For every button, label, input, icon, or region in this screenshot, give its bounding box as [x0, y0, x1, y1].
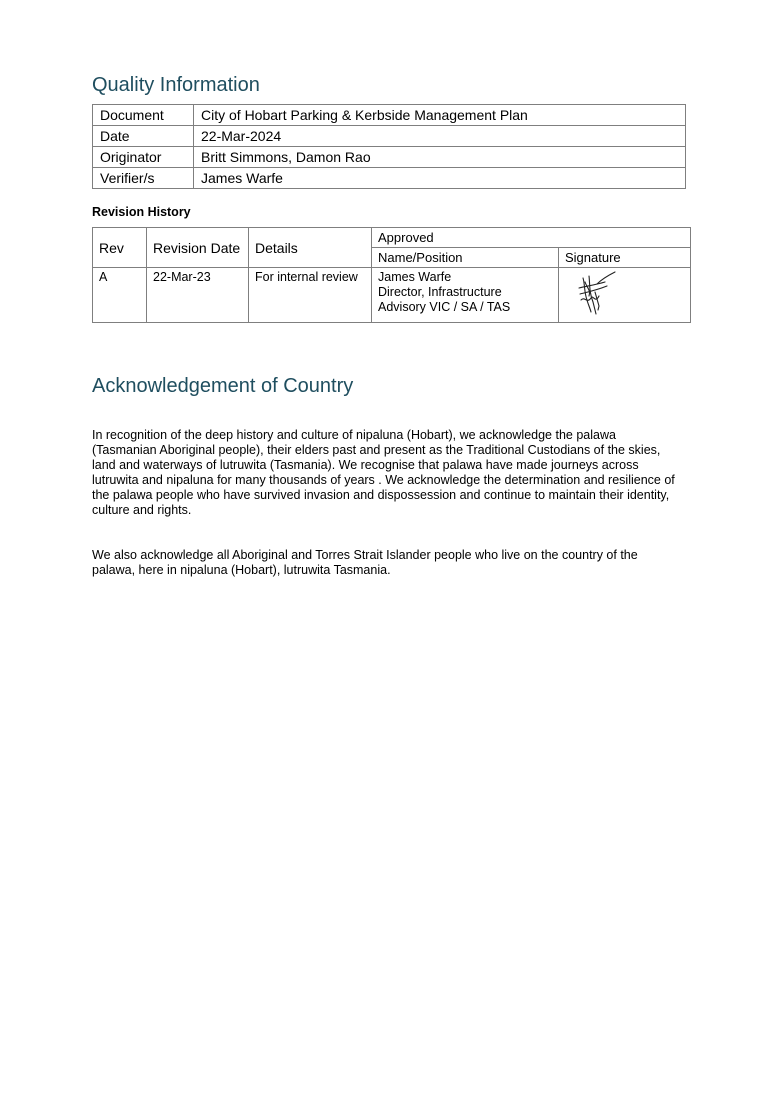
acknowledgement-paragraph: We also acknowledge all Aboriginal and Torres Strait Islander people who live on the country of the palawa, here in nipaluna (Hobart), lutruwita Tasmania. [92, 548, 638, 577]
table-row [93, 268, 691, 323]
originator-value: Britt Simmons, Damon Rao [194, 147, 686, 168]
quality-information-heading: Quality Information [92, 74, 260, 96]
rev-header: Rev [93, 228, 147, 268]
details-cell: For internal review [249, 268, 372, 323]
revision-date-header: Revision Date [147, 228, 249, 268]
signature-header: Signature [559, 248, 691, 268]
signature-image [575, 270, 619, 316]
acknowledgement-paragraph: In recognition of the deep history and culture of nipaluna (Hobart), we acknowledge the palawa (Tasmanian Aboriginal people), their elders past and present as the Traditional Custodians of the skies, land and waterways of lutruwita (Tasmania). We recognise that palawa have made journeys across lutruwita and nipaluna for many thousands of years . We acknowledge the determination and resilience of the palawa people who have survived invasion and dispossession and continue to maintain their identity, culture and rights. [92, 428, 675, 517]
acknowledgement-heading: Acknowledgement of Country [92, 375, 354, 397]
document-label: Document [93, 105, 194, 126]
document-value: City of Hobart Parking & Kerbside Management Plan [194, 105, 686, 126]
table-header-row [93, 228, 691, 248]
verifier-label: Verifier/s [93, 168, 194, 189]
table-row [93, 147, 686, 168]
details-header: Details [249, 228, 372, 268]
table-row [93, 105, 686, 126]
name-position-cell: James Warfe Director, Infrastructure Advisory VIC / SA / TAS [372, 268, 559, 323]
revision-history-heading: Revision History [92, 205, 191, 219]
name-position-header: Name/Position [372, 248, 559, 268]
revision-date-cell: 22-Mar-23 [147, 268, 249, 323]
approved-header: Approved [372, 228, 691, 248]
date-label: Date [93, 126, 194, 147]
revision-history-table [92, 227, 691, 323]
rev-cell: A [93, 268, 147, 323]
date-value: 22-Mar-2024 [194, 126, 686, 147]
quality-information-table [92, 104, 686, 189]
originator-label: Originator [93, 147, 194, 168]
signature-cell [559, 268, 691, 323]
table-row [93, 168, 686, 189]
verifier-value: James Warfe [194, 168, 686, 189]
table-row [93, 126, 686, 147]
